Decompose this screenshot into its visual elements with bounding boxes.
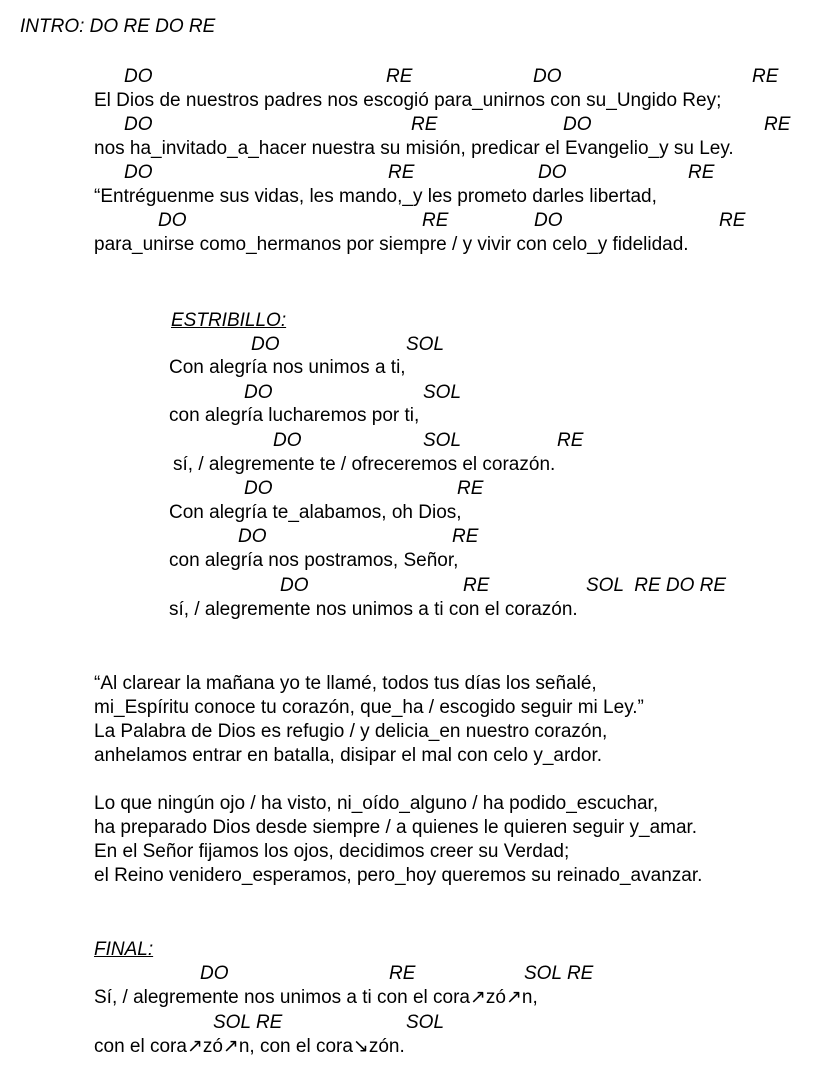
chord: DO — [563, 114, 592, 135]
chord: DO — [124, 114, 153, 135]
lyric-line: Con alegría nos unimos a ti, — [169, 357, 406, 378]
chord: SOL — [423, 382, 462, 403]
chord: DO — [244, 478, 273, 499]
chord: DO — [534, 210, 563, 231]
chord: SOL RE — [524, 963, 594, 984]
chord: RE — [457, 478, 484, 499]
chord: SOL — [406, 1012, 445, 1033]
chord: DO — [124, 162, 153, 183]
lyric-line: nos ha_invitado_a_hacer nuestra su misión, predicar el Evangelio_y su Ley. — [94, 138, 734, 159]
chord: RE — [388, 162, 415, 183]
lyric-line: Lo que ningún ojo / ha visto, ni_oído_alguno / ha podido_escuchar, — [94, 793, 659, 814]
chord: SOL RE DO RE — [586, 575, 727, 596]
chord: RE — [764, 114, 791, 135]
lyric-line: con alegría nos postramos, Señor, — [169, 550, 459, 571]
chord: RE — [752, 66, 779, 87]
lyric-line: con alegría lucharemos por ti, — [169, 405, 420, 426]
chord: RE — [422, 210, 449, 231]
lyric-line: con el cora↗zó↗n, con el cora↘zón. — [94, 1036, 405, 1057]
chord: DO — [533, 66, 562, 87]
chord: RE — [719, 210, 746, 231]
lyric-line: Con alegría te_alabamos, oh Dios, — [169, 502, 462, 523]
chord: RE — [389, 963, 416, 984]
chord: DO — [124, 66, 153, 87]
chord: DO — [251, 334, 280, 355]
lyric-line: “Entréguenme sus vidas, les mando,_y les prometo darles libertad, — [94, 186, 657, 207]
lyric-line: Sí, / alegremente nos unimos a ti con el cora↗zó↗n, — [94, 987, 538, 1008]
lyric-line: “Al clarear la mañana yo te llamé, todos tus días los señalé, — [94, 673, 597, 694]
chord: DO — [273, 430, 302, 451]
chord: DO — [238, 526, 267, 547]
intro-label: INTRO: DO RE DO RE — [20, 16, 216, 37]
lyric-line: sí, / alegremente nos unimos a ti con el corazón. — [169, 599, 578, 620]
final-title: FINAL: — [94, 939, 154, 960]
lyric-line: ha preparado Dios desde siempre / a quienes le quieren seguir y_amar. — [94, 817, 698, 838]
chord: DO — [158, 210, 187, 231]
chord: DO — [280, 575, 309, 596]
lyric-line: En el Señor fijamos los ojos, decidimos creer su Verdad; — [94, 841, 570, 862]
chord: RE — [557, 430, 584, 451]
chorus-title: ESTRIBILLO: — [171, 310, 287, 331]
lyric-line: mi_Espíritu conoce tu corazón, que_ha / escogido seguir mi Ley.” — [94, 697, 644, 718]
chord: RE — [452, 526, 479, 547]
lyric-line: El Dios de nuestros padres nos escogió para_unirnos con su_Ungido Rey; — [94, 90, 722, 111]
chord: RE — [386, 66, 413, 87]
lyric-line: anhelamos entrar en batalla, disipar el mal con celo y_ardor. — [94, 745, 603, 766]
chord: SOL RE — [213, 1012, 283, 1033]
chord: RE — [463, 575, 490, 596]
lyric-line: el Reino venidero_esperamos, pero_hoy queremos su reinado_avanzar. — [94, 865, 703, 886]
lyric-line: para_unirse como_hermanos por siempre / y vivir con celo_y fidelidad. — [94, 234, 689, 255]
chord: RE — [688, 162, 715, 183]
lyric-line: sí, / alegremente te / ofreceremos el corazón. — [173, 454, 556, 475]
chord: DO — [538, 162, 567, 183]
lyric-line: La Palabra de Dios es refugio / y delicia_en nuestro corazón, — [94, 721, 608, 742]
chord: SOL — [406, 334, 445, 355]
chord: DO — [200, 963, 229, 984]
chord: DO — [244, 382, 273, 403]
chord: RE — [411, 114, 438, 135]
chord: SOL — [423, 430, 462, 451]
